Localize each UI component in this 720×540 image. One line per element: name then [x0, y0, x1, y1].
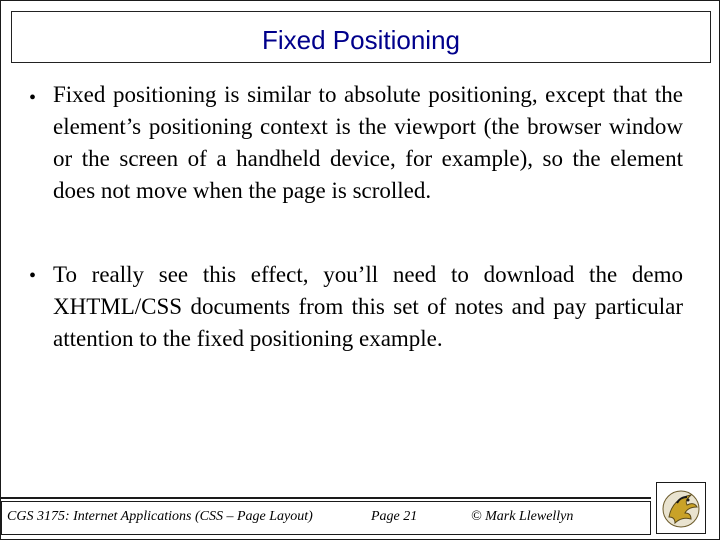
bullet-text: To really see this effect, you’ll need to download the demo XHTML/CSS documents from this set of notes and pay particular attention to the fixed positioning example. [53, 262, 683, 351]
title-frame [11, 11, 711, 63]
footer-copyright: © Mark Llewellyn [471, 509, 574, 524]
bullet-text: Fixed positioning is similar to absolute positioning, except that the element’s positioning context is the viewport (the browser window or the screen of a handheld device, for example), so the element does not move when the page is scrolled. [53, 82, 683, 203]
footer-page-number: Page 21 [371, 509, 418, 524]
slide-title: Fixed Positioning [262, 25, 460, 55]
bullet-marker: • [29, 87, 37, 109]
footer-course: CGS 3175: Internet Applications (CSS – Page Layout) [7, 509, 313, 524]
footer-rule [1, 497, 651, 499]
pegasus-logo-icon [656, 482, 706, 534]
bullet-marker: • [29, 265, 37, 287]
pegasus-logo-graphic [657, 483, 705, 533]
